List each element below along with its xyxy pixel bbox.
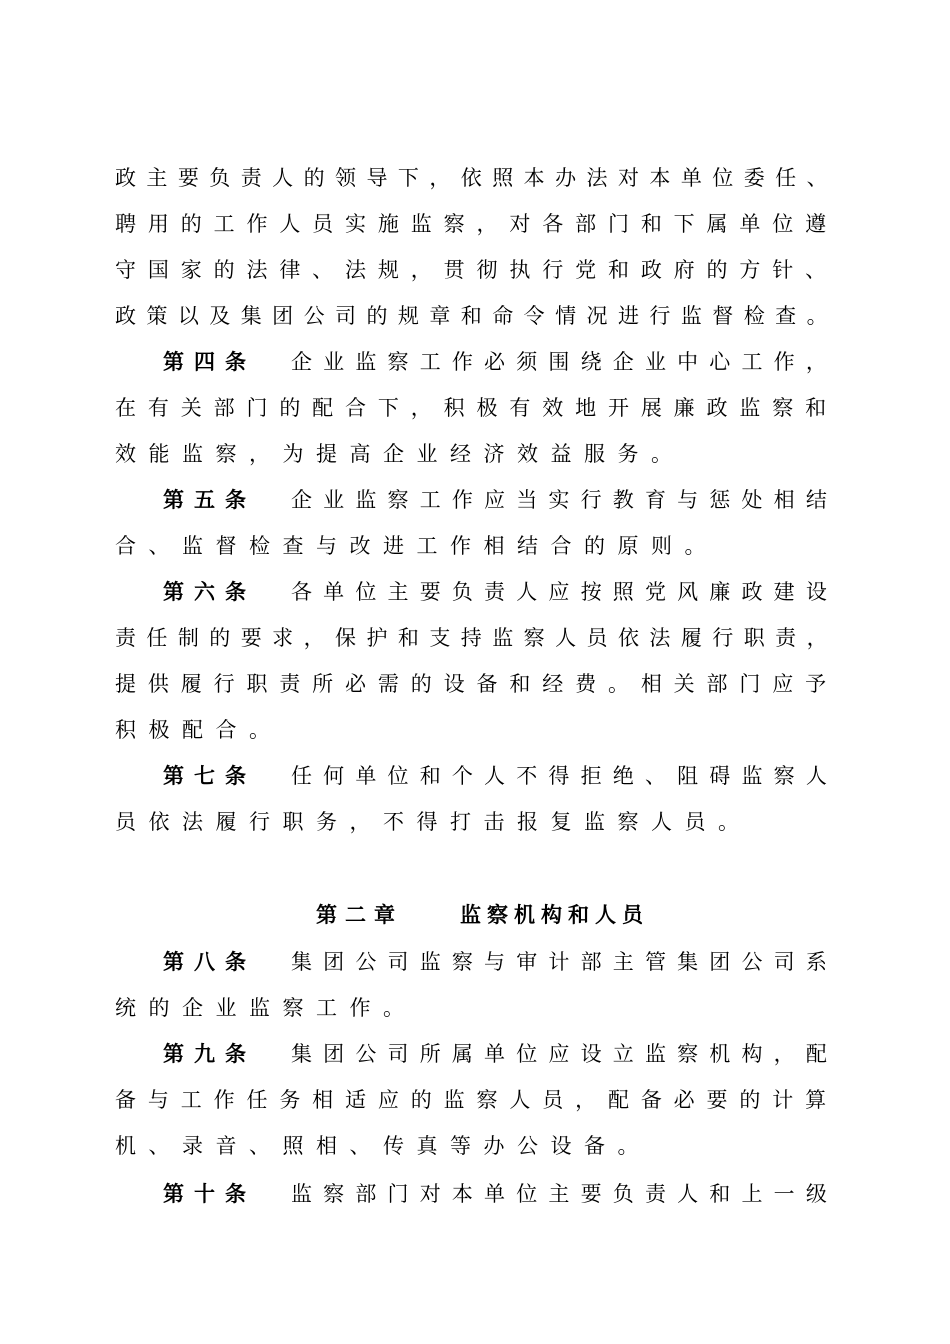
paragraph-line [0, 250, 950, 290]
article-heading: 第八条 [163, 949, 256, 974]
line-text: 任何单位和个人不得拒绝、阻碍监察人 [291, 764, 838, 788]
line-text: 各单位主要负责人应按照党风廉政建设 [291, 580, 838, 604]
line-text: 责任制的要求，保护和支持监察人员依法履行职责， [115, 626, 838, 650]
line-text: 企业监察工作应当实行教育与惩处相结 [291, 488, 838, 512]
article-9 [0, 1034, 950, 1074]
paragraph-line [0, 526, 950, 566]
chapter-heading [0, 895, 950, 935]
paragraph-line [0, 388, 950, 428]
line-text: 企业监察工作必须围绕企业中心工作， [291, 350, 838, 374]
article-10 [0, 1174, 950, 1214]
paragraph-line [0, 1126, 950, 1166]
article-heading: 第五条 [163, 487, 256, 512]
article-heading: 第六条 [163, 579, 256, 604]
line-text: 备与工作任务相适应的监察人员，配备必要的计算 [115, 1088, 838, 1112]
line-text: 集团公司监察与审计部主管集团公司系 [291, 950, 838, 974]
article-7 [0, 756, 950, 796]
chapter-number: 第二章 [316, 902, 403, 927]
article-8 [0, 942, 950, 982]
article-heading: 第九条 [163, 1041, 256, 1066]
paragraph-line [0, 802, 950, 842]
chapter-title: 监察机构和人员 [460, 902, 649, 927]
paragraph-line [0, 664, 950, 704]
paragraph-line [0, 1080, 950, 1120]
line-text: 政策以及集团公司的规章和命令情况进行监督检查。 [115, 304, 838, 328]
line-text: 合、监督检查与改进工作相结合的原则。 [115, 534, 718, 558]
line-text: 聘用的工作人员实施监察，对各部门和下属单位遵 [115, 212, 838, 236]
article-6 [0, 572, 950, 612]
line-text: 监察部门对本单位主要负责人和上一级 [291, 1182, 838, 1206]
line-text: 集团公司所属单位应设立监察机构，配 [291, 1042, 838, 1066]
line-text: 积极配合。 [115, 718, 283, 742]
line-text: 提供履行职责所必需的设备和经费。相关部门应予 [115, 672, 838, 696]
line-text: 守国家的法律、法规，贯彻执行党和政府的方针、 [115, 258, 838, 282]
article-heading: 第四条 [163, 349, 256, 374]
paragraph-line [0, 434, 950, 474]
article-4 [0, 342, 950, 382]
article-5 [0, 480, 950, 520]
line-text: 员依法履行职务，不得打击报复监察人员。 [115, 810, 752, 834]
paragraph-line [0, 204, 950, 244]
line-text: 统的企业监察工作。 [115, 996, 417, 1020]
article-heading: 第十条 [163, 1181, 256, 1206]
paragraph-line [0, 618, 950, 658]
paragraph-line [0, 158, 950, 198]
article-heading: 第七条 [163, 763, 256, 788]
line-text: 在有关部门的配合下，积极有效地开展廉政监察和 [115, 396, 838, 420]
line-text: 效能监察，为提高企业经济效益服务。 [115, 442, 685, 466]
line-text: 政主要负责人的领导下，依照本办法对本单位委任、 [115, 166, 838, 190]
paragraph-line [0, 710, 950, 750]
paragraph-line [0, 988, 950, 1028]
paragraph-line [0, 296, 950, 336]
line-text: 机、录音、照相、传真等办公设备。 [115, 1134, 651, 1158]
